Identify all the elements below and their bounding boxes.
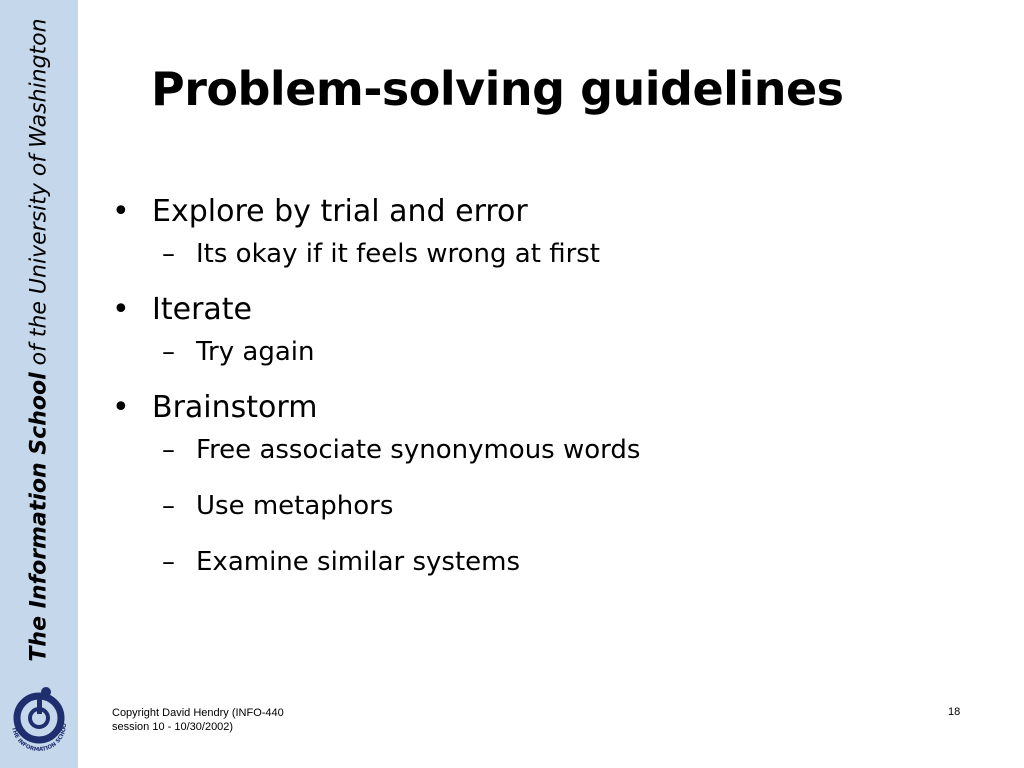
bullet-marker: •: [112, 390, 130, 425]
school-name-strong: The Information School: [26, 372, 52, 662]
slide-body: [112, 190, 992, 582]
sub-item: [112, 234, 992, 274]
sub-text: Try again: [196, 337, 315, 367]
dash-marker: –: [162, 337, 175, 367]
page-number: 18: [948, 706, 961, 718]
bullet-item: [112, 386, 992, 430]
dash-marker: –: [162, 547, 175, 577]
bullet-text: Iterate: [152, 292, 253, 327]
bullet-marker: •: [112, 194, 130, 229]
dash-marker: –: [162, 239, 175, 269]
sub-text: Free associate synonymous words: [196, 435, 641, 465]
bullet-marker: •: [112, 292, 130, 327]
school-name-vertical: [27, 18, 52, 661]
bullet-text: Explore by trial and error: [152, 194, 528, 229]
footer-copyright: [112, 706, 284, 734]
bullet-item: [112, 190, 992, 234]
bullet-item: [112, 288, 992, 332]
sub-text: Use metaphors: [196, 491, 394, 521]
sub-item: [112, 542, 992, 582]
sidebar-band: [0, 0, 78, 768]
sub-text: Its okay if it feels wrong at first: [196, 239, 601, 269]
sub-item: [112, 486, 992, 526]
sub-text: Examine similar systems: [196, 547, 521, 577]
sub-item: [112, 332, 992, 372]
bullet-text: Brainstorm: [152, 390, 318, 425]
sub-item: [112, 430, 992, 470]
dash-marker: –: [162, 435, 175, 465]
logo-lettering: THE INFORMATION SCHOO: [10, 723, 69, 754]
copyright-line-1: Copyright David Hendry (INFO-440: [112, 707, 284, 719]
slide-title: Problem-solving guidelines: [151, 62, 844, 116]
information-school-logo: [6, 684, 72, 764]
dash-marker: –: [162, 491, 175, 521]
university-name: of the University of Washington: [26, 18, 52, 373]
copyright-line-2: session 10 - 10/30/2002): [112, 721, 234, 733]
